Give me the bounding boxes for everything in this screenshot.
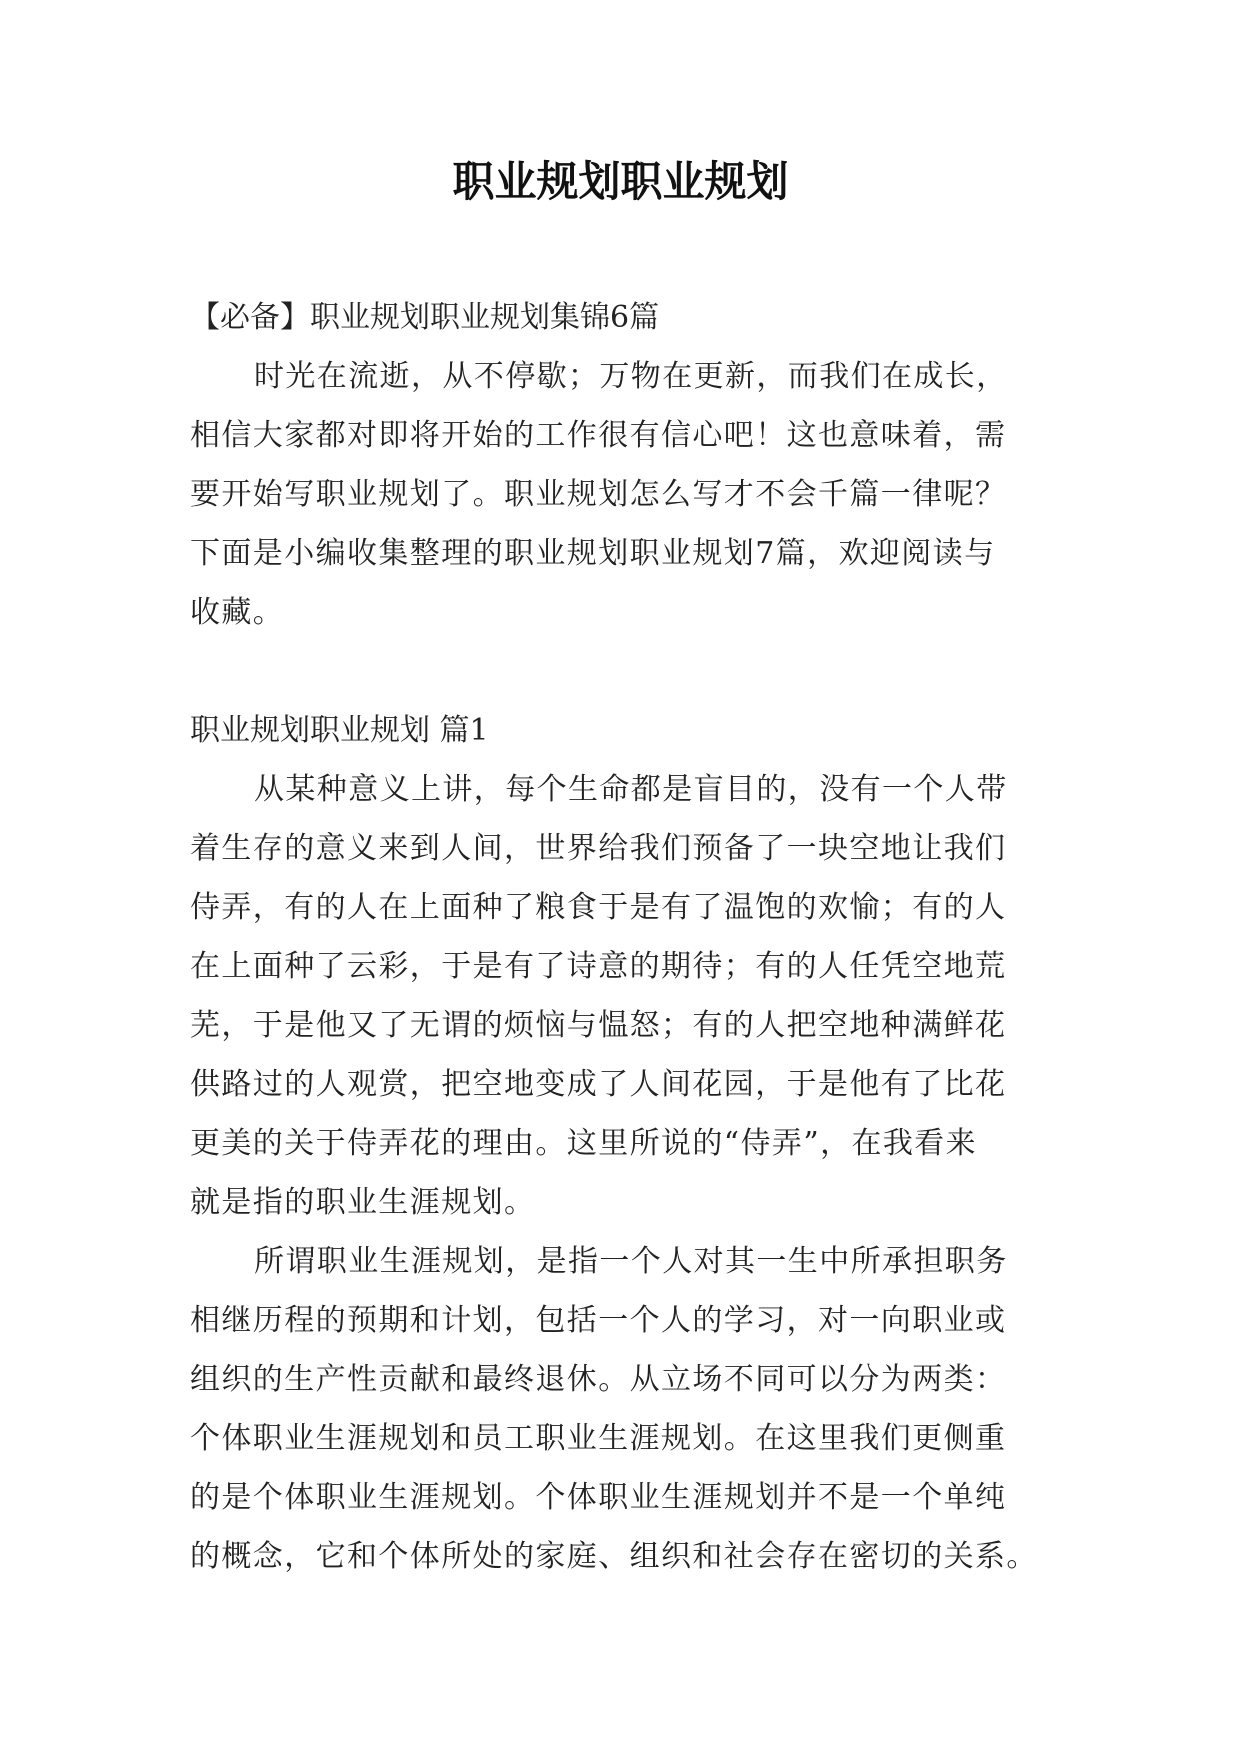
body-paragraph-1: [190, 760, 1052, 1232]
intro-line: 收藏。: [190, 595, 285, 630]
paragraph-line: 着生存的意义来到人间，世界给我们预备了一块空地让我们: [190, 831, 1007, 866]
paragraph-line: 就是指的职业生涯规划。: [190, 1185, 536, 1220]
body-paragraph-2: [190, 1232, 1052, 1586]
intro-line: 时光在流逝，从不停歇；万物在更新，而我们在成长，: [254, 359, 1008, 394]
paragraph-line: 组织的生产性贡献和最终退休。从立场不同可以分为两类：: [190, 1362, 1007, 1397]
paragraph-line: 从某种意义上讲，每个生命都是盲目的，没有一个人带: [254, 772, 1008, 807]
intro-paragraph: [190, 347, 1052, 642]
paragraph-line: 侍弄，有的人在上面种了粮食于是有了温饱的欢愉；有的人: [190, 890, 1007, 925]
paragraph-line: 更美的关于侍弄花的理由。这里所说的“侍弄”，在我看来: [190, 1126, 978, 1161]
intro-line: 下面是小编收集整理的职业规划职业规划7篇，欢迎阅读与: [190, 536, 996, 571]
document-subtitle: 【必备】职业规划职业规划集锦6篇: [190, 300, 660, 335]
paragraph-line: 个体职业生涯规划和员工职业生涯规划。在这里我们更侧重: [190, 1421, 1007, 1456]
intro-line: 要开始写职业规划了。职业规划怎么写才不会千篇一律呢？: [190, 477, 1007, 512]
section-spacer: [190, 642, 1052, 701]
paragraph-line: 供路过的人观赏，把空地变成了人间花园，于是他有了比花: [190, 1067, 1007, 1102]
paragraph-line: 的概念，它和个体所处的家庭、组织和社会存在密切的关系。: [190, 1539, 1038, 1574]
paragraph-line: 芜，于是他又了无谓的烦恼与愠怒；有的人把空地种满鲜花: [190, 1008, 1007, 1043]
paragraph-line: 所谓职业生涯规划，是指一个人对其一生中所承担职务: [254, 1244, 1008, 1279]
paragraph-line: 的是个体职业生涯规划。个体职业生涯规划并不是一个单纯: [190, 1480, 1007, 1515]
document-body: [190, 288, 1052, 1586]
intro-line: 相信大家都对即将开始的工作很有信心吧！这也意味着，需: [190, 418, 1007, 453]
section-heading: 职业规划职业规划 篇1: [190, 713, 489, 748]
document-title: 职业规划职业规划: [452, 157, 789, 206]
paragraph-line: 相继历程的预期和计划，包括一个人的学习，对一向职业或: [190, 1303, 1007, 1338]
paragraph-line: 在上面种了云彩，于是有了诗意的期待；有的人任凭空地荒: [190, 949, 1007, 984]
